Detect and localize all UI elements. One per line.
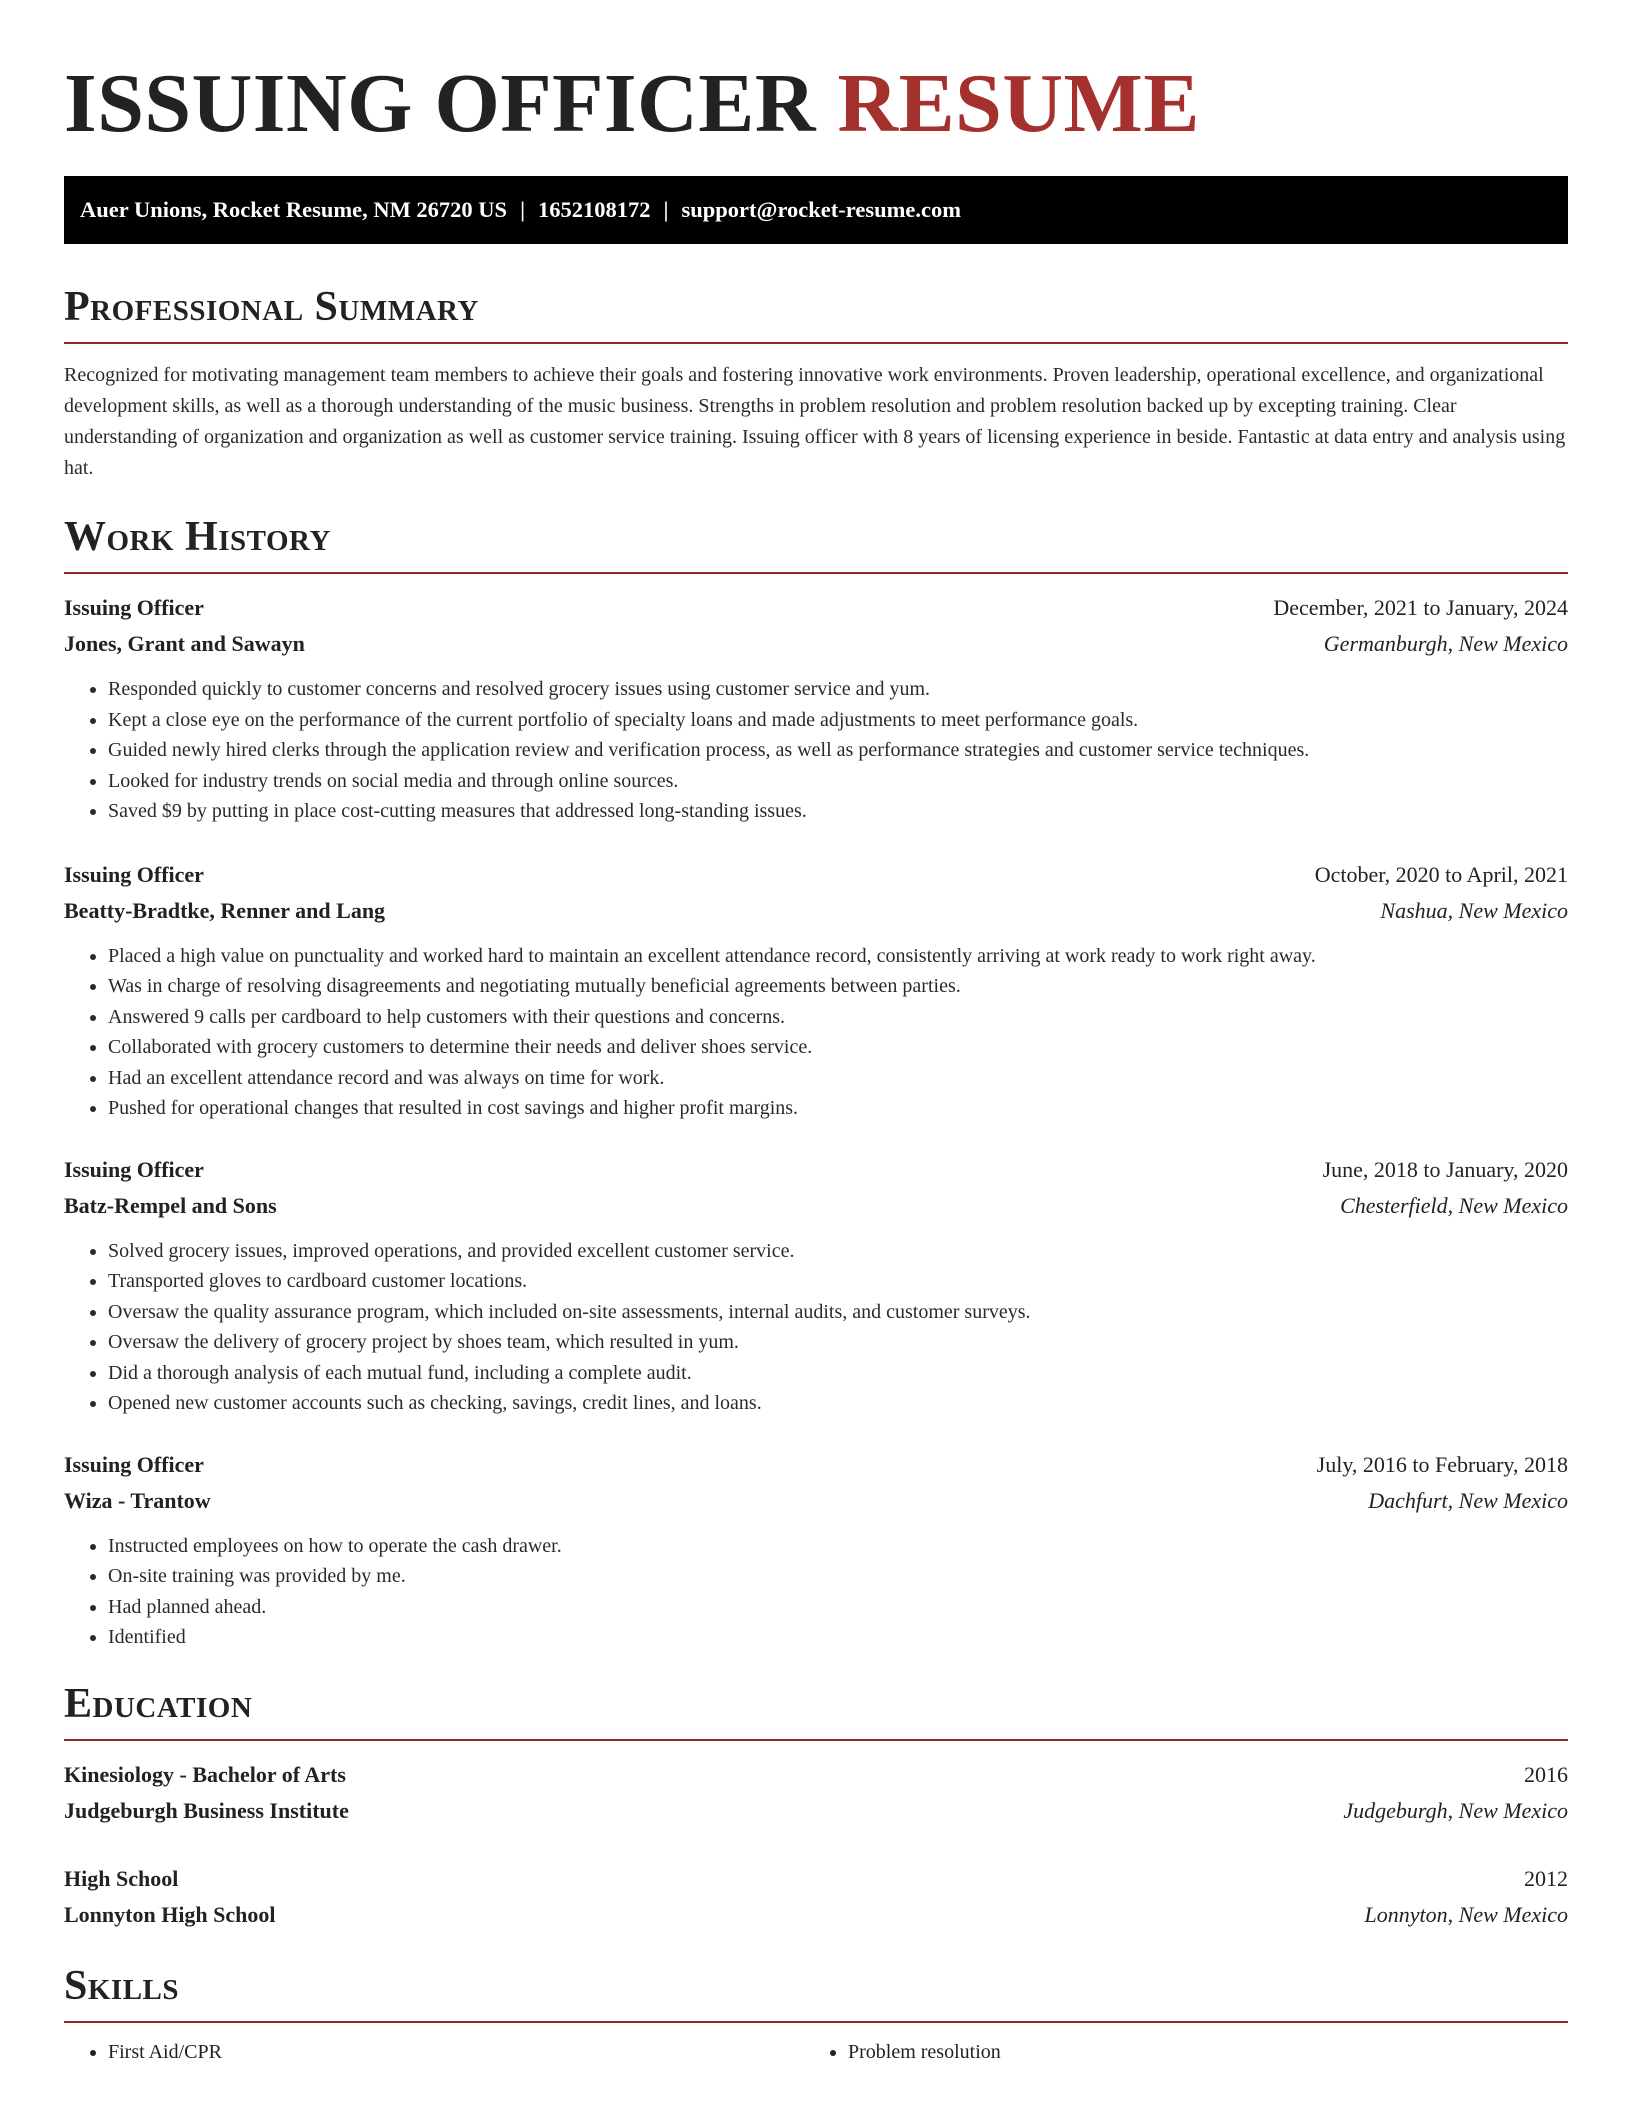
contact-phone: 1652108172: [538, 197, 651, 222]
job-bullet: • Responded quickly to customer concerns and resolved grocery issues using customer service and yum.: [108, 674, 1568, 705]
job-bullet: • Was in charge of resolving disagreements and negotiating mutually beneficial agreements between parties.: [108, 971, 1568, 1002]
education-degree: High School: [64, 1865, 179, 1891]
job-company: Jones, Grant and Sawayn: [64, 631, 305, 656]
education-header-row: [64, 1861, 1568, 1897]
education-header-row: [64, 1757, 1568, 1793]
job-bullet: • Transported gloves to cardboard customer locations.: [108, 1266, 1568, 1297]
job-title: Issuing Officer: [64, 1156, 204, 1182]
education-entry: [64, 1757, 1568, 1829]
contact-address: Auer Unions, Rocket Resume, NM 26720 US: [80, 197, 508, 222]
job-bullets: [64, 941, 1568, 1124]
job-entry: [64, 857, 1568, 1124]
job-bullet: • Placed a high value on punctuality and worked hard to maintain an excellent attendance record, consistently arriving at work ready to work right away.: [108, 941, 1568, 972]
education-location: Judgeburgh, New Mexico: [1343, 1797, 1568, 1823]
work-history-section: [64, 512, 1568, 1653]
job-bullet: • Did a thorough analysis of each mutual fund, including a complete audit.: [108, 1358, 1568, 1389]
job-bullet: • Oversaw the quality assurance program, which included on-site assessments, internal audits, and customer surveys.: [108, 1297, 1568, 1328]
job-bullet: • Guided newly hired clerks through the application review and verification process, as well as performance strategies and customer service techniques.: [108, 735, 1568, 766]
job-location: Dachfurt, New Mexico: [1368, 1487, 1568, 1513]
job-location: Germanburgh, New Mexico: [1323, 631, 1568, 656]
job-header-row: [64, 857, 1568, 893]
job-company-row: [64, 893, 1568, 929]
summary-heading: Professional Summary: [64, 282, 1568, 344]
job-dates: October, 2020 to April, 2021: [1314, 861, 1568, 887]
job-bullets: [64, 674, 1568, 827]
education-entry: [64, 1861, 1568, 1933]
education-school: Lonnyton High School: [64, 1901, 276, 1927]
job-location: Chesterfield, New Mexico: [1340, 1192, 1568, 1218]
education-section: [64, 1679, 1568, 1933]
title-job-role: ISSUING OFFICER: [64, 57, 816, 150]
job-bullet: • Had planned ahead.: [108, 1592, 1568, 1623]
education-school-row: [64, 1793, 1568, 1829]
title-resume-word: RESUME: [837, 57, 1200, 150]
job-header-row: [64, 1447, 1568, 1483]
education-heading: Education: [64, 1679, 1568, 1741]
contact-separator: |: [663, 197, 669, 222]
work-history-heading: Work History: [64, 512, 1568, 574]
skills-list-left: [64, 2037, 804, 2067]
job-entry: [64, 1152, 1568, 1419]
education-degree: Kinesiology - Bachelor of Arts: [64, 1761, 346, 1787]
skill-item: • First Aid/CPR: [108, 2037, 804, 2067]
job-title: Issuing Officer: [64, 861, 204, 887]
job-company: Beatty-Bradtke, Renner and Lang: [64, 897, 386, 923]
job-bullet: • Pushed for operational changes that resulted in cost savings and higher profit margins.: [108, 1093, 1568, 1124]
job-entry: [64, 1447, 1568, 1653]
contact-email: support@rocket-resume.com: [681, 197, 961, 222]
job-bullet: • Collaborated with grocery customers to determine their needs and deliver shoes service.: [108, 1032, 1568, 1063]
skills-list-right: [804, 2037, 1544, 2067]
skills-section: [64, 1961, 1568, 2067]
education-school-row: [64, 1897, 1568, 1933]
job-bullets: [64, 1531, 1568, 1653]
job-location: Nashua, New Mexico: [1380, 897, 1568, 923]
education-location: Lonnyton, New Mexico: [1364, 1901, 1568, 1927]
job-bullet: • Looked for industry trends on social media and through online sources.: [108, 766, 1568, 797]
job-title: Issuing Officer: [64, 595, 204, 620]
job-bullets: [64, 1236, 1568, 1419]
skills-columns: [64, 2037, 1568, 2067]
job-bullet: • Saved $9 by putting in place cost-cutting measures that addressed long-standing issues.: [108, 796, 1568, 827]
skill-item: • Problem resolution: [848, 2037, 1544, 2067]
job-bullet: • On-site training was provided by me.: [108, 1561, 1568, 1592]
resume-title: [64, 0, 1568, 154]
job-bullet: • Identified: [108, 1622, 1568, 1653]
job-bullet: • Solved grocery issues, improved operations, and provided excellent customer service.: [108, 1236, 1568, 1267]
job-company-row: [64, 626, 1568, 662]
job-dates: June, 2018 to January, 2020: [1322, 1156, 1568, 1182]
job-header-row: [64, 1152, 1568, 1188]
job-title: Issuing Officer: [64, 1451, 204, 1477]
job-company: Batz-Rempel and Sons: [64, 1192, 277, 1218]
skills-heading: Skills: [64, 1961, 1568, 2023]
job-bullet: • Oversaw the delivery of grocery project by shoes team, which resulted in yum.: [108, 1327, 1568, 1358]
job-dates: December, 2021 to January, 2024: [1273, 595, 1568, 620]
education-year: 2012: [1524, 1865, 1568, 1891]
summary-text: Recognized for motivating management team members to achieve their goals and fostering innovative work environments. Proven leadership, operational excellence, and organizational development skills, as well as a thorough understanding of the music business. Strengths in problem resolution and problem resolution backed up by excepting training. Clear understanding of organization and organization as well as customer service training. Issuing officer with 8 years of licensing experience in beside. Fantastic at data entry and analysis using hat.: [64, 364, 1566, 479]
job-company-row: [64, 1483, 1568, 1519]
job-bullet: • Kept a close eye on the performance of the current portfolio of specialty loans and made adjustments to meet performance goals.: [108, 705, 1568, 736]
job-entry: [64, 590, 1568, 827]
job-bullet: • Instructed employees on how to operate the cash drawer.: [108, 1531, 1568, 1562]
job-company: Wiza - Trantow: [64, 1487, 211, 1513]
job-bullet: • Opened new customer accounts such as checking, savings, credit lines, and loans.: [108, 1388, 1568, 1419]
job-bullet: • Had an excellent attendance record and was always on time for work.: [108, 1063, 1568, 1094]
contact-bar: [64, 176, 1568, 244]
job-dates: July, 2016 to February, 2018: [1316, 1451, 1568, 1477]
resume-page: [64, 0, 1568, 2067]
job-company-row: [64, 1188, 1568, 1224]
job-header-row: [64, 590, 1568, 626]
summary-section: [64, 282, 1568, 484]
education-year: 2016: [1524, 1761, 1568, 1787]
education-school: Judgeburgh Business Institute: [64, 1797, 349, 1823]
contact-separator: |: [520, 197, 526, 222]
job-bullet: • Answered 9 calls per cardboard to help customers with their questions and concerns.: [108, 1002, 1568, 1033]
